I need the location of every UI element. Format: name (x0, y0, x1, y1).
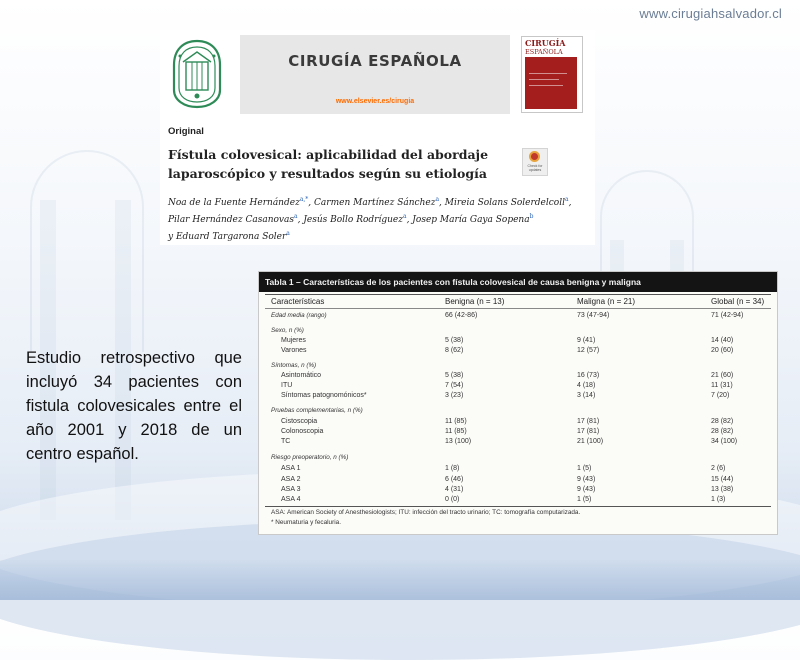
summary-text: Estudio retrospectivo que incluyó 34 pacientes con fistula colovesicales entre el año 2001 y 2018 de un centro español. (26, 349, 242, 463)
journal-cover-thumbnail (521, 36, 583, 113)
table-cell: 4 (31) (445, 486, 464, 493)
table-cell: 66 (42-86) (445, 312, 478, 319)
table-cell: 7 (20) (711, 392, 730, 399)
table-cell: 11 (85) (445, 418, 467, 425)
table-cell: 21 (60) (711, 372, 734, 379)
article-type: Original (168, 126, 204, 137)
table-cell: 20 (60) (711, 347, 734, 354)
author: Noa de la Fuente Hernández$^{a,*}$, (168, 196, 315, 208)
table-cell: 5 (38) (445, 372, 464, 379)
author: Josep María Gaya Sopena$^b$ (412, 213, 534, 225)
table-cell: 1 (3) (711, 496, 726, 503)
table-cell: 9 (43) (577, 486, 596, 493)
table-cell: 34 (100) (711, 438, 738, 445)
row-label: ITU (281, 382, 293, 389)
table-cell: 17 (81) (577, 418, 600, 425)
cover-subtitle: ESPAÑOLA (525, 48, 563, 56)
table-cell: 17 (81) (577, 428, 600, 435)
journal-banner (240, 35, 510, 114)
site-url: www.cirugiahsalvador.cl (639, 6, 782, 21)
table-cell: 1 (5) (577, 465, 592, 472)
table-cell: 21 (100) (577, 438, 604, 445)
table-header: Características (271, 297, 325, 306)
table-cell: 73 (47-94) (577, 312, 610, 319)
table-cell: 0 (0) (445, 496, 460, 503)
table-cell: 7 (54) (445, 382, 464, 389)
crossmark-label: Check for updates (527, 164, 543, 172)
table-cell: 13 (38) (711, 486, 734, 493)
table-header: Global (n = 34) (711, 297, 765, 306)
author: Jesús Bollo Rodríguez$^a$, (303, 213, 413, 225)
row-label: TC (281, 438, 291, 445)
characteristics-table (258, 271, 778, 535)
table-header: Maligna (n = 21) (577, 297, 636, 306)
section-title: Pruebas complementarias, n (%) (271, 407, 363, 414)
journal-name: CIRUGÍA ESPAÑOLA (288, 52, 462, 70)
article-header (160, 30, 595, 245)
article-title: Fístula colovesical: aplicabilidad del abordaje laparoscópico y resultados según su etiología (168, 147, 489, 181)
row-label: Síntomas patognomónicos* (281, 392, 367, 399)
author: Pilar Hernández Casanovas$^a$, (168, 213, 304, 225)
table-cell: 1 (5) (577, 496, 592, 503)
section-title: Riesgo preoperatorio, n (%) (271, 454, 349, 461)
journal-url: www.elsevier.es/cirugia (335, 98, 415, 105)
table-cell: 5 (38) (445, 337, 464, 344)
row-label: Cistoscopia (281, 418, 318, 425)
table-footnote: * Neumaturia y fecaluria. (271, 519, 341, 526)
table-cell: 2 (6) (711, 465, 726, 472)
author: Mireia Solans Solerdelcoll$^a$, (444, 196, 572, 208)
table-cell: 15 (44) (711, 476, 734, 483)
table-cell: 16 (73) (577, 372, 600, 379)
table-cell: 3 (23) (445, 392, 464, 399)
table-cell: 14 (40) (711, 337, 734, 344)
row-label: ASA 3 (281, 486, 301, 493)
table-caption: Tabla 1 – Características de los pacientes con fístula colovesical de causa benigna y maligna (259, 272, 777, 292)
cover-title: CIRUGÍA (525, 38, 566, 48)
table-cell: 11 (85) (445, 428, 467, 435)
crossmark-icon[interactable] (522, 148, 548, 176)
table-cell: 9 (43) (577, 476, 596, 483)
table-cell: 1 (8) (445, 465, 460, 472)
table-cell: 28 (82) (711, 418, 734, 425)
row-label: Asintomático (281, 372, 322, 379)
table-cell: 9 (41) (577, 337, 596, 344)
author-list (168, 193, 588, 244)
row-label: Colonoscopia (281, 428, 324, 435)
table-cell: 12 (57) (577, 347, 600, 354)
table-cell: 71 (42-94) (711, 312, 744, 319)
author: y Eduard Targarona Soler$^a$ (168, 230, 290, 242)
author: Carmen Martínez Sánchez$^a$, (314, 196, 445, 208)
table-cell: 4 (18) (577, 382, 596, 389)
table-cell: 28 (82) (711, 428, 734, 435)
table-cell: 6 (46) (445, 476, 464, 483)
row-label: ASA 1 (281, 465, 301, 472)
journal-emblem-icon (166, 38, 228, 110)
table-cell: 3 (14) (577, 392, 596, 399)
table-footnote: ASA: American Society of Anesthesiologists; ITU: infección del tracto urinario; TC: tomografía computarizada. (271, 509, 581, 516)
table-cell: 8 (62) (445, 347, 464, 354)
row-label: Edad media (rango) (271, 312, 327, 319)
table-header: Benigna (n = 13) (445, 297, 505, 306)
row-label: Varones (281, 347, 307, 354)
row-label: Mujeres (281, 337, 306, 344)
section-title: Síntomas, n (%) (271, 362, 317, 369)
table-cell: 13 (100) (445, 438, 472, 445)
section-title: Sexo, n (%) (271, 327, 304, 334)
cover-image (525, 57, 577, 109)
row-label: ASA 2 (281, 476, 301, 483)
row-label: ASA 4 (281, 496, 301, 503)
table-cell: 11 (31) (711, 382, 733, 389)
